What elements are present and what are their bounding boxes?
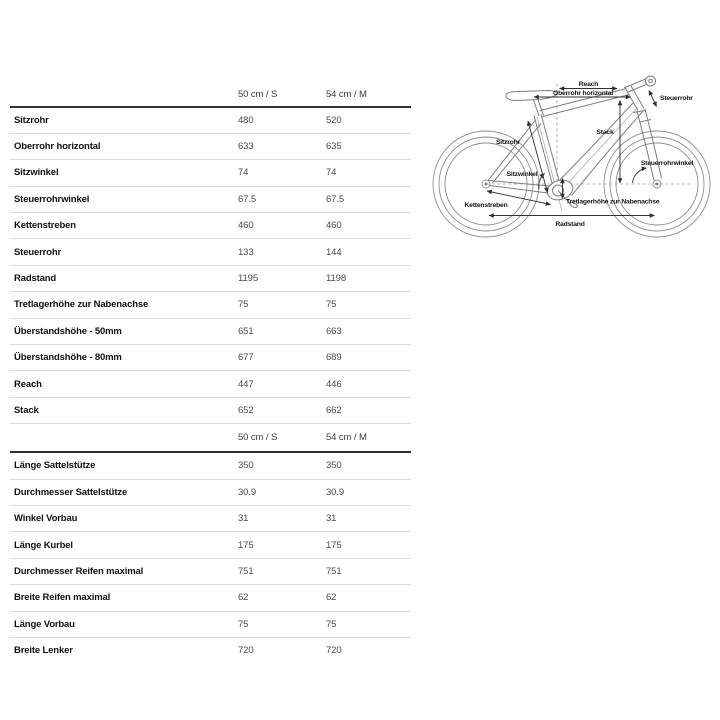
geometry-table — [10, 84, 411, 663]
table-row — [10, 134, 411, 160]
row-label: Radstand — [14, 273, 57, 285]
row-label: Länge Kurbel — [14, 539, 73, 551]
row-label: Länge Vorbau — [14, 618, 75, 630]
row-label: Reach — [14, 378, 42, 390]
diagram-label-sitzrohr: Sitzrohr — [495, 139, 521, 146]
value-size-s: 67.5 — [238, 193, 257, 205]
value-size-s: 480 — [238, 114, 254, 126]
value-size-m: 175 — [326, 539, 342, 551]
value-size-m: 350 — [326, 460, 342, 472]
saddle — [506, 91, 557, 101]
value-size-s: 447 — [238, 378, 254, 390]
diagram-label-steuerrohrwinkel: Steuerrohrwinkel — [640, 160, 694, 167]
diagram-label-sitzwinkel: Sitzwinkel — [506, 171, 538, 178]
value-size-s: 651 — [238, 325, 254, 337]
table-row — [10, 239, 411, 265]
row-label: Länge Sattelstütze — [14, 460, 96, 472]
row-label: Tretlagerhöhe zur Nabenachse — [14, 299, 149, 311]
value-size-m: 31 — [326, 513, 337, 525]
diagram-label-radstand: Radstand — [555, 221, 585, 228]
size-header-m: 54 cm / M — [326, 432, 367, 444]
size-header-s: 50 cm / S — [238, 89, 278, 101]
value-size-s: 652 — [238, 404, 254, 416]
size-header-m: 54 cm / M — [326, 89, 367, 101]
value-size-s: 350 — [238, 460, 254, 472]
value-size-s: 74 — [238, 167, 249, 179]
row-label: Sitzrohr — [14, 114, 49, 126]
value-size-m: 689 — [326, 352, 342, 364]
size-header-s: 50 cm / S — [238, 432, 278, 444]
table-section — [10, 84, 411, 424]
size-header-row — [10, 424, 411, 453]
value-size-m: 67.5 — [326, 193, 345, 205]
table-row — [10, 453, 411, 479]
table-row — [10, 292, 411, 318]
table-row — [10, 345, 411, 371]
row-label: Oberrohr horizontal — [14, 141, 101, 153]
table-row — [10, 187, 411, 213]
table-row — [10, 398, 411, 424]
value-size-m: 520 — [326, 114, 342, 126]
diagram-label-reach: Reach — [578, 81, 599, 88]
table-row — [10, 638, 411, 663]
value-size-m: 663 — [326, 325, 342, 337]
value-size-m: 446 — [326, 378, 342, 390]
table-row — [10, 585, 411, 611]
table-row — [10, 612, 411, 638]
value-size-m: 75 — [326, 618, 337, 630]
value-size-m: 751 — [326, 565, 342, 577]
value-size-m: 662 — [326, 404, 342, 416]
table-row — [10, 319, 411, 345]
value-size-s: 1195 — [238, 273, 259, 285]
row-label: Breite Lenker — [14, 645, 73, 657]
value-size-s: 677 — [238, 352, 254, 364]
diagram-label-steuerrohr: Steuerrohr — [660, 95, 693, 102]
table-row — [10, 532, 411, 558]
steuerrohr-arrow — [649, 91, 657, 107]
row-label: Sitzwinkel — [14, 167, 59, 179]
value-size-s: 460 — [238, 220, 254, 232]
value-size-s: 75 — [238, 299, 249, 311]
value-size-m: 75 — [326, 299, 337, 311]
table-section — [10, 424, 411, 663]
value-size-s: 633 — [238, 141, 254, 153]
table-row — [10, 213, 411, 239]
value-size-m: 74 — [326, 167, 337, 179]
row-label: Überstandshöhe - 50mm — [14, 325, 122, 337]
table-row — [10, 480, 411, 506]
value-size-m: 635 — [326, 141, 342, 153]
row-label: Stack — [14, 404, 39, 416]
row-label: Steuerrohr — [14, 246, 62, 258]
value-size-m: 144 — [326, 246, 342, 258]
diagram-label-oberrohr: Oberrohr horizontal — [552, 90, 614, 97]
bike-geometry-diagram — [430, 56, 720, 242]
value-size-s: 31 — [238, 513, 249, 525]
row-label: Steuerrohrwinkel — [14, 193, 90, 205]
row-label: Breite Reifen maximal — [14, 592, 111, 604]
value-size-m: 62 — [326, 592, 337, 604]
diagram-label-tretlagerhoehe: Tretlagerhöhe zur Nabenachse — [566, 198, 660, 206]
table-row — [10, 108, 411, 134]
value-size-m: 720 — [326, 645, 342, 657]
row-label: Durchmesser Sattelstütze — [14, 486, 128, 498]
size-header-row — [10, 84, 411, 108]
value-size-s: 75 — [238, 618, 249, 630]
value-size-m: 460 — [326, 220, 342, 232]
row-label: Überstandshöhe - 80mm — [14, 352, 122, 364]
diagram-label-stack: Stack — [596, 129, 614, 136]
value-size-s: 133 — [238, 246, 254, 258]
diagram-label-kettenstreben: Kettenstreben — [464, 202, 508, 209]
table-row — [10, 266, 411, 292]
value-size-s: 720 — [238, 645, 254, 657]
sitzwinkel-arc — [539, 174, 545, 190]
table-row — [10, 371, 411, 397]
handlebar-grip — [646, 76, 656, 86]
row-label: Winkel Vorbau — [14, 513, 78, 525]
value-size-s: 30.9 — [238, 486, 257, 498]
row-label: Durchmesser Reifen maximal — [14, 565, 144, 577]
steuerrohrwinkel-arc — [633, 168, 647, 183]
value-size-s: 751 — [238, 565, 254, 577]
value-size-s: 62 — [238, 592, 249, 604]
row-label: Kettenstreben — [14, 220, 76, 232]
table-row — [10, 160, 411, 186]
value-size-m: 1198 — [326, 273, 347, 285]
table-row — [10, 559, 411, 585]
value-size-s: 175 — [238, 539, 254, 551]
table-row — [10, 506, 411, 532]
value-size-m: 30.9 — [326, 486, 345, 498]
